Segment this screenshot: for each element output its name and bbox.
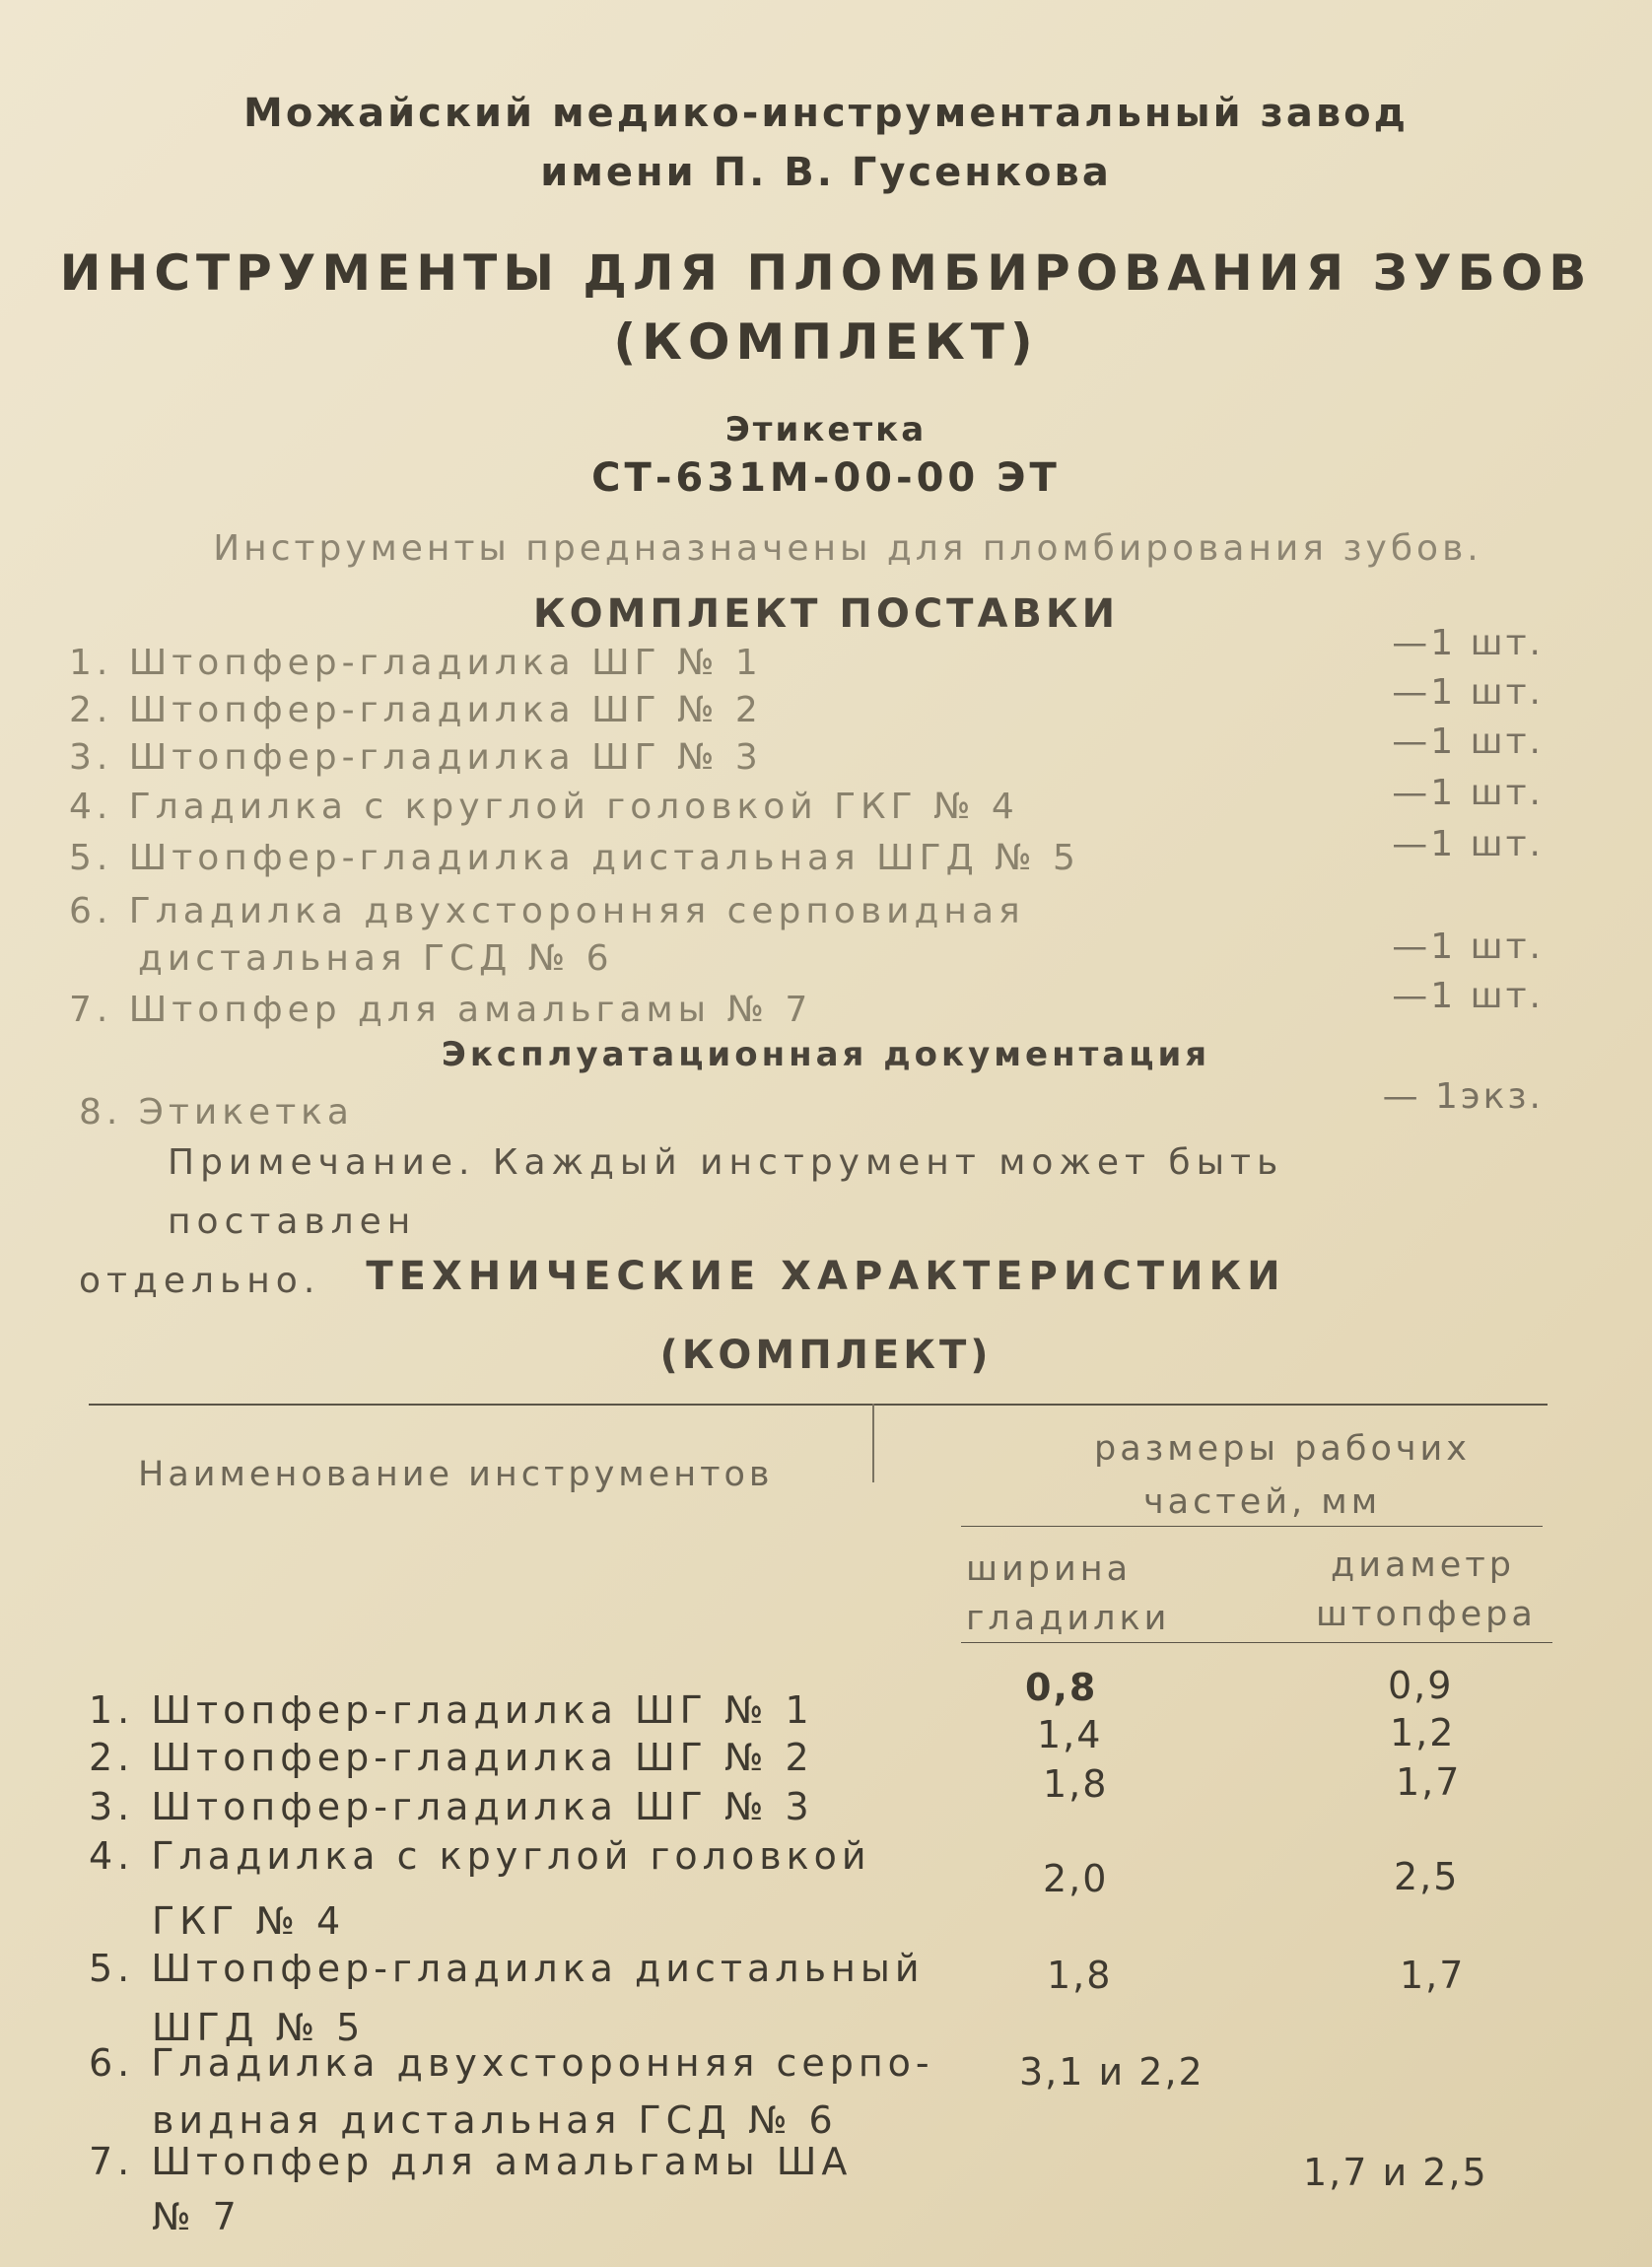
kit-item: 1. Штопфер-гладилка ШГ № 1 [69, 643, 763, 683]
table-row [89, 2139, 852, 2239]
table-row [89, 2040, 934, 2143]
document-title: ИНСТРУМЕНТЫ ДЛЯ ПЛОМБИРОВАНИЯ ЗУБОВ [59, 244, 1593, 302]
column-header-sizes: размеры рабочих [1094, 1429, 1471, 1469]
label-word: Этикетка [724, 410, 928, 449]
table-row [89, 1946, 925, 2050]
row-name: 4. Гладилка с круглой головкой [89, 1834, 871, 1878]
row-diameter: 2,5 [1394, 1855, 1460, 1898]
row-width: 2,0 [1043, 1857, 1109, 1900]
kit-item-continued: дистальная ГСД № 6 [138, 938, 614, 979]
row-name: 2. Штопфер-гладилка ШГ № 2 [89, 1736, 814, 1779]
kit-item: 3. Штопфер-гладилка ШГ № 3 [69, 737, 763, 778]
column-header-diameter: диаметр [1331, 1546, 1515, 1585]
tech-subtitle: (КОМПЛЕКТ) [659, 1333, 993, 1378]
factory-name-line2: имени П. В. Гусенкова [540, 150, 1112, 195]
column-header-width-2: гладилки [966, 1599, 1171, 1638]
table-row [89, 1784, 814, 1829]
table-header-bottom-rule [961, 1642, 1552, 1643]
kit-item-qty: —1 шт. [1392, 927, 1544, 967]
kit-item: 6. Гладилка двухсторонняя серповидная [69, 891, 1025, 931]
kit-item: 4. Гладилка с круглой головкой ГКГ № 4 [69, 787, 1019, 827]
row-diameter: 1,7 и 2,5 [1303, 2151, 1488, 2194]
kit-item-qty: —1 шт. [1392, 773, 1544, 813]
row-name: 6. Гладилка двухсторонняя серпо- [89, 2041, 934, 2085]
tech-title: ТЕХНИЧЕСКИЕ ХАРАКТЕРИСТИКИ [366, 1254, 1286, 1299]
row-diameter: 0,9 [1388, 1664, 1454, 1707]
table-subheader-rule [961, 1526, 1543, 1527]
row-width: 1,4 [1037, 1713, 1103, 1756]
kit-item-qty: —1 шт. [1392, 721, 1544, 762]
kit-item-qty: —1 шт. [1392, 623, 1544, 663]
document-subtitle: (КОМПЛЕКТ) [613, 313, 1039, 371]
table-column-divider [872, 1404, 874, 1482]
note-line1: Примечание. Каждый инструмент может быть поставлен [168, 1142, 1284, 1242]
row-name-continued: № 7 [152, 2195, 241, 2238]
kit-item: 7. Штопфер для амальгамы № 7 [69, 990, 813, 1030]
doc-item: 8. Этикетка [79, 1092, 354, 1133]
documentation-title: Эксплуатационная документация [441, 1035, 1211, 1074]
table-row [89, 1687, 814, 1733]
row-name-continued: ШГД № 5 [152, 2006, 366, 2049]
row-width: 1,8 [1043, 1762, 1109, 1806]
row-diameter: 1,7 [1396, 1760, 1462, 1804]
factory-name: Можайский медико-инструментальный завод [243, 91, 1409, 136]
kit-item-qty: —1 шт. [1392, 824, 1544, 864]
row-width: 1,8 [1047, 1954, 1113, 1997]
table-row [89, 1833, 871, 1944]
column-header-sizes-unit: частей, мм [1143, 1482, 1382, 1522]
row-name-continued: видная дистальная ГСД № 6 [152, 2098, 838, 2142]
kit-item: 5. Штопфер-гладилка дистальная ШГД № 5 [69, 838, 1080, 878]
table-top-rule [89, 1404, 1548, 1406]
doc-item-qty: — 1экз. [1382, 1076, 1544, 1117]
row-width: 0,8 [1025, 1666, 1098, 1709]
kit-item-qty: —1 шт. [1392, 976, 1544, 1016]
note-line2: отдельно. [79, 1261, 321, 1301]
row-name-continued: ГКГ № 4 [152, 1899, 346, 1943]
document-code: СТ-631М-00-00 ЭТ [591, 455, 1061, 501]
row-width: 3,1 и 2,2 [1019, 2050, 1205, 2094]
row-name: 3. Штопфер-гладилка ШГ № 3 [89, 1785, 814, 1828]
kit-title: КОМПЛЕКТ ПОСТАВКИ [532, 591, 1120, 637]
row-diameter: 1,2 [1390, 1711, 1456, 1754]
table-row [89, 1735, 814, 1780]
kit-item: 2. Штопфер-гладилка ШГ № 2 [69, 690, 763, 730]
purpose-text: Инструменты предназначены для пломбирования зубов. [213, 528, 1482, 569]
column-header-diameter-2: штопфера [1316, 1595, 1537, 1634]
row-diameter: 1,7 [1400, 1954, 1466, 1997]
row-name: 5. Штопфер-гладилка дистальный [89, 1947, 925, 1990]
row-name: 1. Штопфер-гладилка ШГ № 1 [89, 1688, 814, 1732]
column-header-width: ширина [966, 1549, 1133, 1589]
kit-item-qty: —1 шт. [1392, 672, 1544, 713]
row-name: 7. Штопфер для амальгамы ША [89, 2140, 853, 2183]
column-header-name: Наименование инструментов [138, 1455, 774, 1494]
